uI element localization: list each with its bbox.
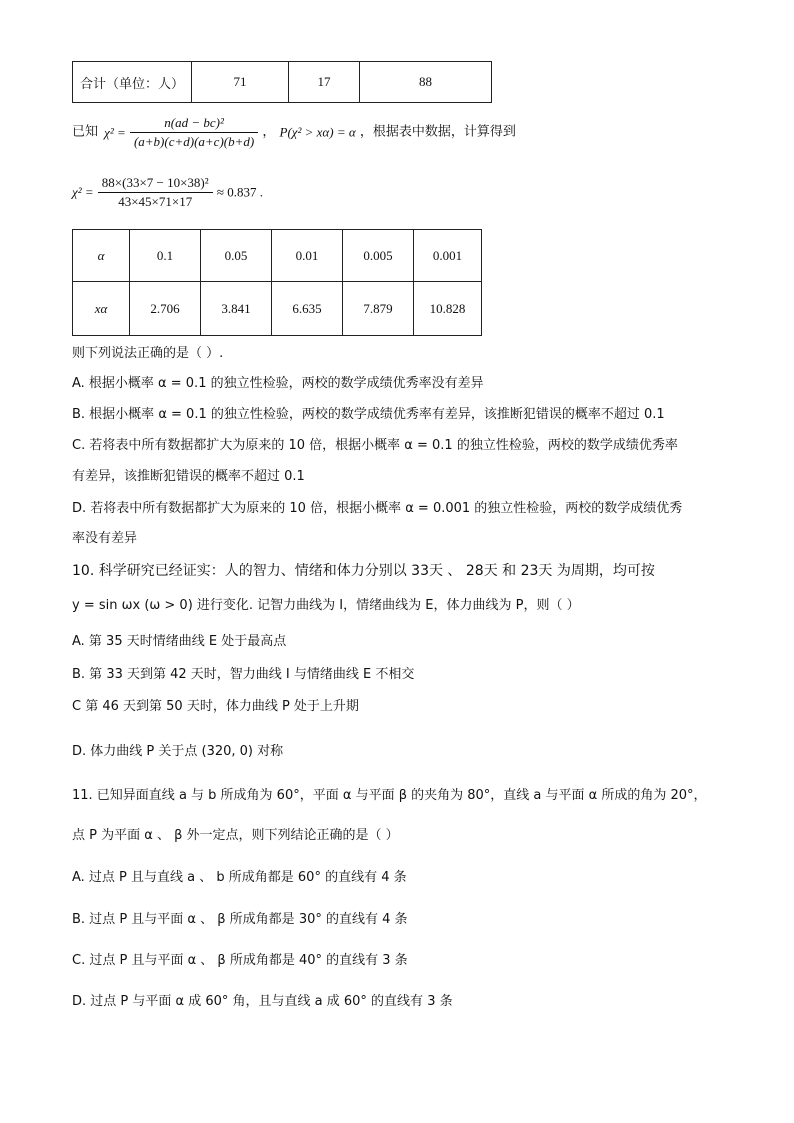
alpha-cell: 0.1: [130, 230, 201, 282]
q11-option-c: C. 过点 P 且与平面 α 、 β 所成角都是 40° 的直线有 3 条: [72, 953, 408, 968]
summary-label: 合计（单位：人）: [73, 62, 192, 103]
q11-option-b: B. 过点 P 且与平面 α 、 β 所成角都是 30° 的直线有 4 条: [72, 912, 408, 927]
formula-fraction: [130, 114, 258, 151]
formula-lhs: χ² =: [104, 124, 126, 140]
value-result: ≈ 0.837 .: [216, 184, 263, 200]
chi-formula: 已知 χ² = $\frac{\text{n(ad − bc)²}}{(a+b)(c+d)(a+c)(b+d)}$ ， P(χ² > xα) = α ，根据表中数据，计算得到: [72, 115, 516, 149]
summary-value: 88: [360, 62, 492, 103]
x-alpha-cell: 6.635: [272, 282, 343, 336]
value-numerator: 88×(33×7 − 10×38)²: [101, 175, 209, 190]
q10-option-d: D. 体力曲线 P 关于点 (320, 0) 对称: [72, 744, 284, 759]
q10-stem-cont: y = sin ωx (ω > 0) 进行变化. 记智力曲线为 I，情绪曲线为 E，体力曲线为 P，则（ ）: [72, 598, 580, 613]
formula-prefix: 已知: [72, 124, 99, 140]
q10-option-a: A. 第 35 天时情绪曲线 E 处于最高点: [72, 634, 287, 649]
alpha-cell: 0.05: [201, 230, 272, 282]
q9-option-a: A. 根据小概率 α = 0.1 的独立性检验，两校的数学成绩优秀率没有差异: [72, 376, 484, 391]
q9-option-c: C. 若将表中所有数据都扩大为原来的 10 倍，根据小概率 α = 0.1 的独立性检验，两校的数学成绩优秀率: [72, 438, 678, 453]
x-alpha-cell: 2.706: [130, 282, 201, 336]
x-alpha-row-label: xα: [73, 282, 130, 336]
q9-stem: 则下列说法正确的是（ ）.: [72, 346, 224, 361]
x-alpha-cell: 3.841: [201, 282, 272, 336]
formula-denominator: (a+b)(c+d)(a+c)(b+d): [130, 132, 258, 151]
formula-suffix: ，根据表中数据，计算得到: [359, 124, 516, 140]
critical-value-table: [72, 229, 482, 336]
q11-option-d: D. 过点 P 与平面 α 成 60° 角，且与直线 a 成 60° 的直线有 3 条: [72, 994, 453, 1009]
summary-value: 71: [192, 62, 289, 103]
alpha-cell: 0.001: [414, 230, 482, 282]
value-denominator: 43×45×71×17: [98, 192, 213, 211]
value-fraction: [98, 174, 213, 211]
q11-option-a: A. 过点 P 且与直线 a 、 b 所成角都是 60° 的直线有 4 条: [72, 870, 407, 885]
probability-expression: P(χ² > xα) = α: [279, 124, 356, 140]
q11-stem: 11. 已知异面直线 a 与 b 所成角为 60°，平面 α 与平面 β 的夹角为 80°，直线 a 与平面 α 所成的角为 20°，: [72, 788, 707, 803]
q10-stem: 10. 科学研究已经证实：人的智力、情绪和体力分别以 33天 、 28天 和 23天 为周期，均可按: [72, 563, 655, 579]
q9-option-c-cont: 有差异，该推断犯错误的概率不超过 0.1: [72, 469, 305, 484]
summary-table: [72, 61, 492, 103]
alpha-row-label: α: [73, 230, 130, 282]
q9-option-d-cont: 率没有差异: [72, 531, 138, 546]
value-lhs: χ² =: [72, 184, 94, 200]
q10-option-b: B. 第 33 天到第 42 天时，智力曲线 I 与情绪曲线 E 不相交: [72, 667, 415, 682]
alpha-cell: 0.01: [272, 230, 343, 282]
formula-numerator: n(ad − bc)²: [164, 115, 224, 130]
q10-option-c: C 第 46 天到第 50 天时，体力曲线 P 处于上升期: [72, 699, 359, 714]
q11-stem-cont: 点 P 为平面 α 、 β 外一定点，则下列结论正确的是（ ）: [72, 828, 399, 843]
q9-option-d: D. 若将表中所有数据都扩大为原来的 10 倍，根据小概率 α = 0.001 的独立性检验，两校的数学成绩优秀: [72, 501, 683, 516]
chi-value: [72, 174, 263, 222]
alpha-cell: 0.005: [343, 230, 414, 282]
x-alpha-cell: 10.828: [414, 282, 482, 336]
x-alpha-cell: 7.879: [343, 282, 414, 336]
q9-option-b: B. 根据小概率 α = 0.1 的独立性检验，两校的数学成绩优秀率有差异，该推断犯错误的概率不超过 0.1: [72, 407, 665, 422]
summary-value: 17: [289, 62, 360, 103]
